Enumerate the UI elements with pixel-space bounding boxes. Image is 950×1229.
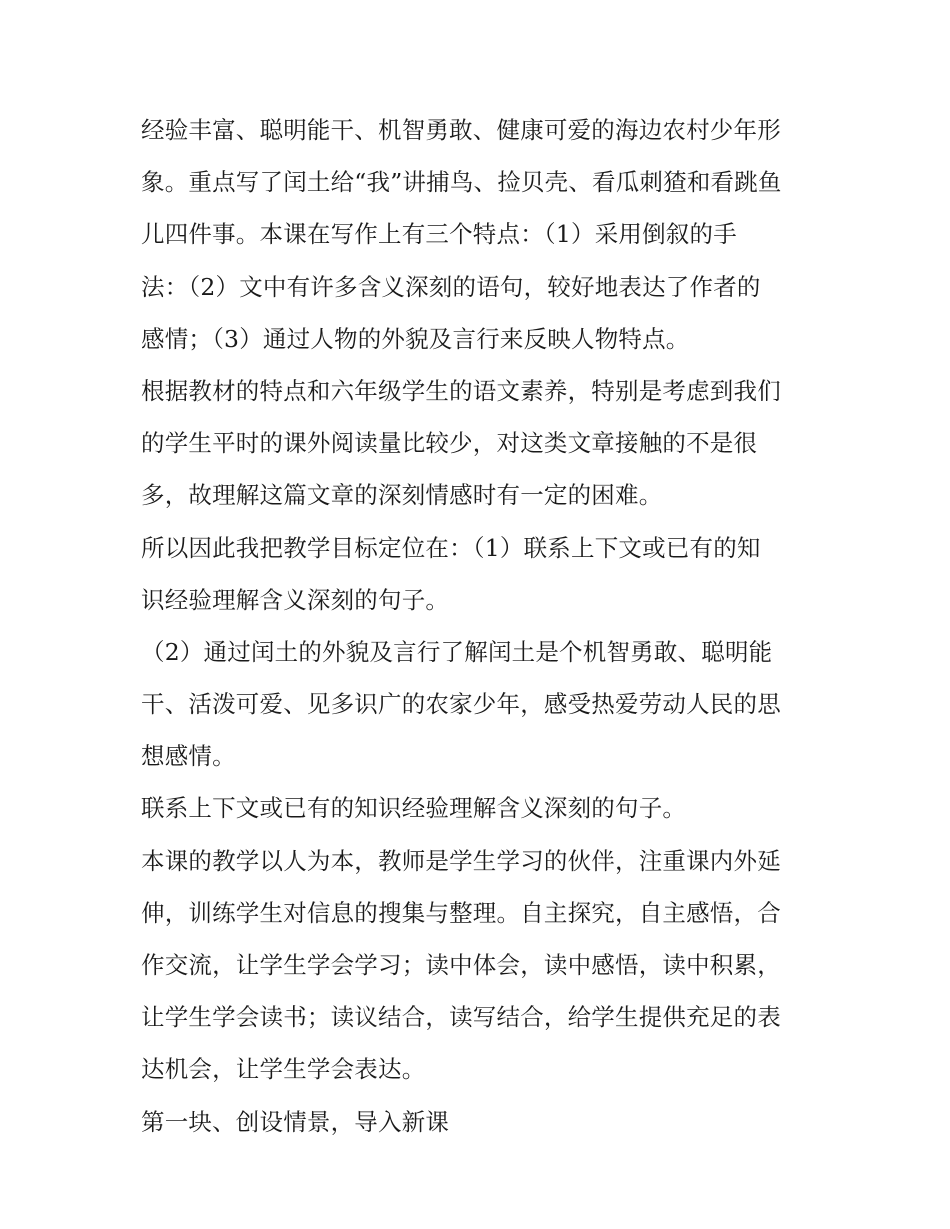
text-line: （2）通过闰土的外貌及言行了解闰土是个机智勇敢、聪明能 bbox=[141, 637, 773, 666]
paragraph-student-analysis bbox=[141, 365, 816, 522]
text-line: 作交流，让学生学会学习；读中体会，读中感悟，读中积累， bbox=[141, 951, 781, 979]
text-line: 干、活泼可爱、见多识广的农家少年，感受热爱劳动人民的思 bbox=[141, 690, 781, 719]
text-line: 经验丰富、聪明能干、机智勇敢、健康可爱的海边农村少年形 bbox=[141, 116, 781, 144]
text-line: 第一块、创设情景，导入新课 bbox=[141, 1107, 450, 1136]
text-line: 多，故理解这篇文章的深刻情感时有一定的困难。 bbox=[141, 481, 663, 510]
text-line: 识经验理解含义深刻的句子。 bbox=[141, 585, 450, 614]
paragraph-teaching-method bbox=[141, 835, 816, 1096]
text-line: 伸，训练学生对信息的搜集与整理。自主探究，自主感悟，合 bbox=[141, 898, 781, 927]
text-line: 法：（2）文中有许多含义深刻的语句，较好地表达了作者的 bbox=[141, 272, 761, 301]
paragraph-key-point bbox=[141, 782, 816, 834]
text-line: 本课的教学以人为本，教师是学生学习的伙伴，注重课内外延 bbox=[141, 846, 781, 875]
text-line: 象。重点写了闰土给“我”讲捕鸟、捡贝壳、看瓜刺猹和看跳鱼 bbox=[141, 168, 782, 197]
text-line: 感情；（3）通过人物的外貌及言行来反映人物特点。 bbox=[141, 324, 690, 353]
paragraph-teaching-goal-1 bbox=[141, 522, 816, 626]
text-line: 想感情。 bbox=[141, 742, 236, 771]
text-line: 联系上下文或已有的知识经验理解含义深刻的句子。 bbox=[141, 794, 687, 823]
text-line: 达机会，让学生学会表达。 bbox=[141, 1055, 426, 1084]
section-heading bbox=[141, 1096, 816, 1148]
text-line: 根据教材的特点和六年级学生的语文素养，特别是考虑到我们 bbox=[141, 376, 781, 405]
paragraph-character-summary bbox=[141, 104, 816, 365]
text-line: 儿四件事。本课在写作上有三个特点：（1）采用倒叙的手 bbox=[141, 220, 737, 249]
document-body bbox=[141, 104, 816, 1148]
text-line: 的学生平时的课外阅读量比较少，对这类文章接触的不是很 bbox=[141, 429, 758, 458]
text-line: 让学生学会读书；读议结合，读写结合，给学生提供充足的表 bbox=[141, 1003, 781, 1032]
text-line: 所以因此我把教学目标定位在：（1）联系上下文或已有的知 bbox=[141, 533, 761, 562]
paragraph-teaching-goal-2 bbox=[141, 626, 816, 783]
